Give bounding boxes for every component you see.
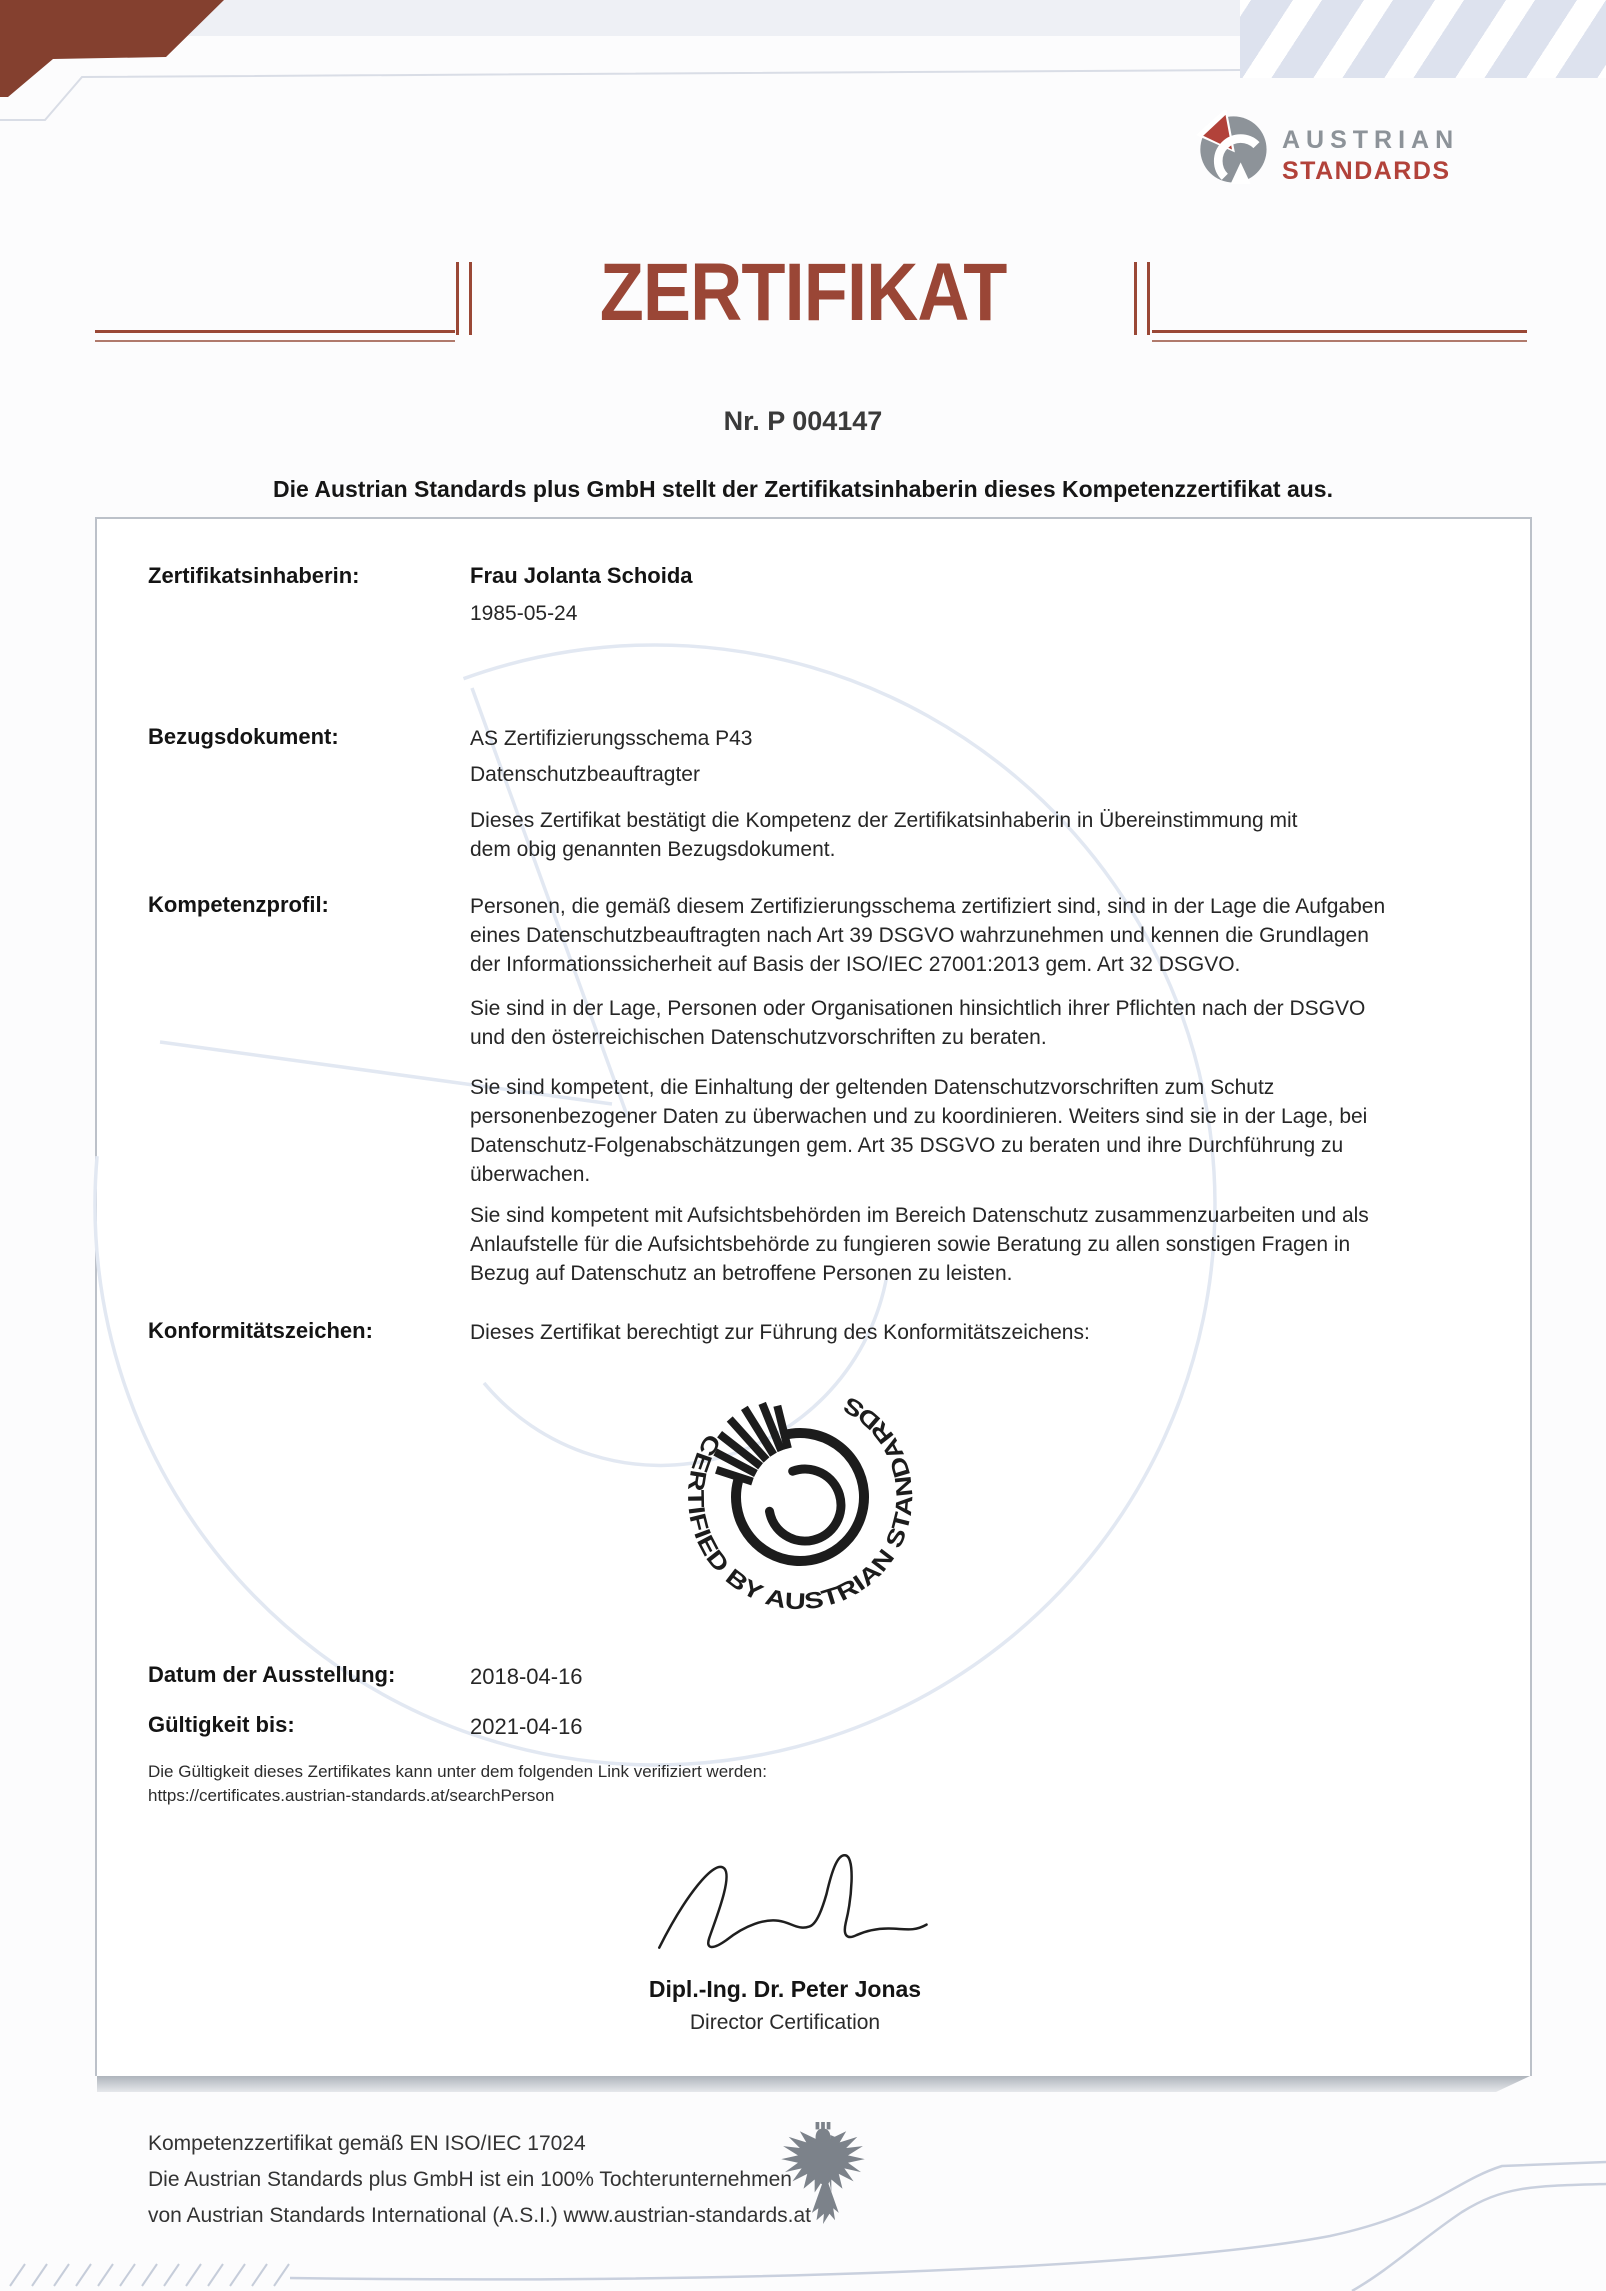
svg-text:CERTIFIED BY AUSTRIAN STANDARD: [683, 1392, 918, 1615]
reference-scheme: AS Zertifizierungsschema P43: [470, 727, 753, 750]
certificate-title: ZERTIFIKAT: [599, 247, 1007, 338]
verification-note: Die Gültigkeit dieses Zertifikates kann unter dem folgenden Link verifiziert werden:: [148, 1762, 767, 1781]
bottom-slashes-decoration: [10, 2264, 289, 2286]
signatory-role: Director Certification: [689, 2011, 881, 2034]
competence-paragraph: Sie sind kompetent, die Einhaltung der geltenden Datenschutzvorschriften zum Schutz personenbezogener Daten zu überwachen und zu koordinieren. Weiters sind sie in der Lage, bei Datenschutz-Folgenabschätzungen gem. Art 35 DSGVO zu beraten und ihre Durchführung zu überwachen.: [470, 1076, 1368, 1186]
title-wrap: [0, 247, 1606, 338]
competence-paragraph: Sie sind in der Lage, Personen oder Organisationen hinsichtlich ihrer Pflichten nach der DSGVO und den österreichischen Datenschutzvorschriften zu beraten.: [470, 997, 1366, 1049]
conformity-text: Dieses Zertifikat berechtigt zur Führung des Konformitätszeichens:: [470, 1321, 1090, 1344]
card-shadow: [97, 2076, 1530, 2092]
competence-paragraph: Sie sind kompetent mit Aufsichtsbehörden im Bereich Datenschutz zusammenzuarbeiten und als Anlaufstelle für die Aufsichtsbehörde zu fungieren sowie Beratung zu allen sonstigen Fragen in Bezug auf Datenschutz an betroffene Personen zu leisten.: [470, 1204, 1369, 1285]
reference-confirmation: Dieses Zertifikat bestätigt die Kompetenz der Zertifikatsinhaberin in Übereinstimmung mit dem obig genannten Bezugsdokument.: [470, 809, 1298, 861]
holder-birth-date: 1985-05-24: [470, 602, 578, 625]
competence-label: Kompetenzprofil:: [148, 892, 329, 917]
austrian-standards-logo-icon: [1196, 110, 1268, 186]
brand-name-line1: AUSTRIAN: [1282, 126, 1460, 154]
brand-name-line2: STANDARDS: [1282, 157, 1451, 185]
footer-line1: Kompetenzzertifikat gemäß EN ISO/IEC 17024: [148, 2132, 586, 2155]
valid-until-label: Gültigkeit bis:: [148, 1712, 295, 1737]
mark-curved-text: CERTIFIED BY AUSTRIAN STANDARDS: [682, 1393, 918, 1615]
signature-image: [640, 1840, 940, 1965]
signatory-name: Dipl.-Ing. Dr. Peter Jonas: [648, 1976, 922, 2002]
competence-paragraph: Personen, die gemäß diesem Zertifizierungsschema zertifiziert sind, sind in der Lage die Aufgaben eines Datenschutzbeauftragten nach Art 39 DSGVO wahrzunehmen und kennen die Grundlagen der Informationssicherheit auf Basis der ISO/IEC 27001:2013 gem. Art 32 DSGVO.: [470, 895, 1386, 976]
certified-by-austrian-standards-mark: [650, 1347, 950, 1647]
austrian-eagle-emblem: [780, 2122, 866, 2224]
conformity-label: Konformitätszeichen:: [148, 1318, 373, 1343]
valid-until-value: 2021-04-16: [470, 1714, 583, 1739]
issue-date-label: Datum der Ausstellung:: [148, 1662, 396, 1687]
footer-line3: von Austrian Standards International (A.S.I.) www.austrian-standards.at: [148, 2204, 812, 2227]
issue-date-value: 2018-04-16: [470, 1664, 583, 1689]
intro-statement: Die Austrian Standards plus GmbH stellt der Zertifikatsinhaberin dieses Kompetenzzertifikat aus.: [273, 476, 1333, 502]
footer-line2: Die Austrian Standards plus GmbH ist ein 100% Tochterunternehmen: [148, 2168, 792, 2191]
certificate-number: Nr. P 004147: [723, 406, 883, 436]
verification-url: https://certificates.austrian-standards.at/searchPerson: [148, 1786, 555, 1805]
reference-label: Bezugsdokument:: [148, 724, 339, 749]
holder-label: Zertifikatsinhaberin:: [148, 563, 360, 588]
holder-name: Frau Jolanta Schoida: [470, 563, 693, 588]
corner-ribbon: [0, 0, 1300, 140]
reference-scheme-subject: Datenschutzbeauftragter: [470, 763, 700, 786]
